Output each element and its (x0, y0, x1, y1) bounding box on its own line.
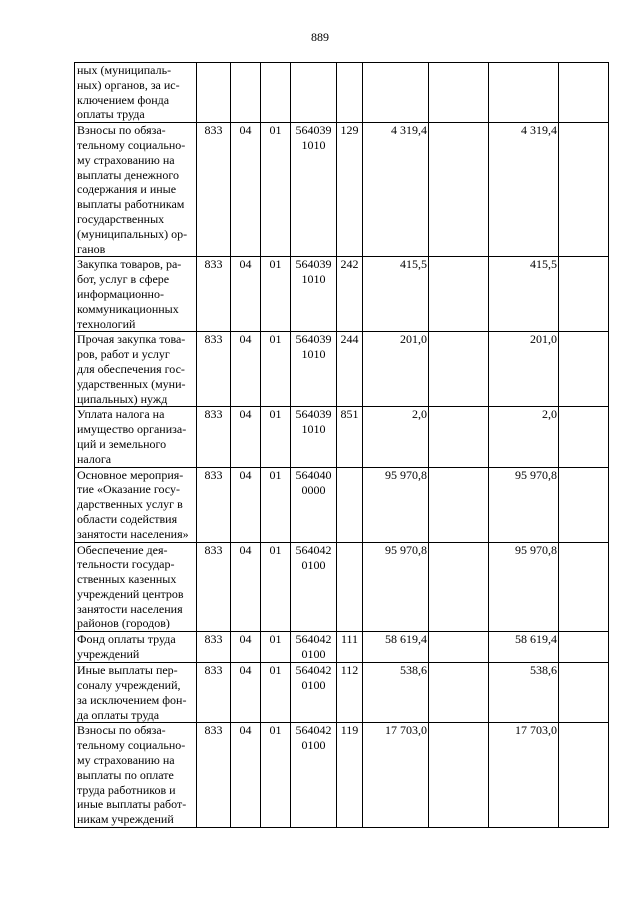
blank-cell (559, 407, 609, 467)
section-code-cell: 04 (231, 332, 261, 407)
section-code-cell (231, 63, 261, 123)
amount-cell: 95 970,8 (363, 467, 429, 542)
item-name-cell: Фонд оплаты труда учреждений (75, 632, 197, 663)
target-article-cell: 564039 1010 (291, 123, 337, 257)
section-code-cell: 04 (231, 663, 261, 723)
amount-total-cell: 538,6 (489, 663, 559, 723)
item-name-cell: ных (муниципаль- ных) органов, за ис- ключением фонда оплаты труда (75, 63, 197, 123)
subsection-code-cell: 01 (261, 123, 291, 257)
amount-total-cell: 95 970,8 (489, 467, 559, 542)
ved-code-cell: 833 (197, 663, 231, 723)
blank-cell (429, 542, 489, 632)
table-row (75, 663, 609, 723)
blank-cell (559, 663, 609, 723)
section-code-cell: 04 (231, 467, 261, 542)
blank-cell (559, 257, 609, 332)
amount-total-cell: 415,5 (489, 257, 559, 332)
table-row (75, 257, 609, 332)
section-code-cell: 04 (231, 542, 261, 632)
budget-table (74, 62, 609, 828)
table-row (75, 407, 609, 467)
target-article-cell: 564039 1010 (291, 407, 337, 467)
amount-total-cell: 4 319,4 (489, 123, 559, 257)
target-article-cell: 564042 0100 (291, 723, 337, 828)
ved-code-cell: 833 (197, 723, 231, 828)
ved-code-cell: 833 (197, 542, 231, 632)
target-article-cell: 564039 1010 (291, 332, 337, 407)
amount-cell: 17 703,0 (363, 723, 429, 828)
amount-total-cell (489, 63, 559, 123)
blank-cell (429, 407, 489, 467)
subsection-code-cell: 01 (261, 542, 291, 632)
item-name-cell: Обеспечение дея- тельности государ- ственных казенных учреждений центров занятости населения районов (городов) (75, 542, 197, 632)
section-code-cell: 04 (231, 407, 261, 467)
subsection-code-cell: 01 (261, 407, 291, 467)
expense-type-cell: 851 (337, 407, 363, 467)
amount-cell (363, 63, 429, 123)
amount-total-cell: 95 970,8 (489, 542, 559, 632)
subsection-code-cell: 01 (261, 663, 291, 723)
expense-type-cell: 129 (337, 123, 363, 257)
section-code-cell: 04 (231, 723, 261, 828)
blank-cell (559, 542, 609, 632)
table-body (75, 63, 609, 828)
expense-type-cell: 112 (337, 663, 363, 723)
target-article-cell: 564042 0100 (291, 632, 337, 663)
amount-cell: 4 319,4 (363, 123, 429, 257)
table-row (75, 123, 609, 257)
subsection-code-cell: 01 (261, 723, 291, 828)
blank-cell (429, 467, 489, 542)
section-code-cell: 04 (231, 257, 261, 332)
table-row (75, 63, 609, 123)
blank-cell (429, 663, 489, 723)
amount-cell: 538,6 (363, 663, 429, 723)
blank-cell (559, 63, 609, 123)
subsection-code-cell: 01 (261, 257, 291, 332)
item-name-cell: Основное мероприя- тие «Оказание госу- дарственных услуг в области содействия занятости населения» (75, 467, 197, 542)
expense-type-cell: 242 (337, 257, 363, 332)
amount-cell: 95 970,8 (363, 542, 429, 632)
blank-cell (429, 123, 489, 257)
blank-cell (429, 332, 489, 407)
ved-code-cell: 833 (197, 257, 231, 332)
amount-total-cell: 2,0 (489, 407, 559, 467)
subsection-code-cell (261, 63, 291, 123)
table-row (75, 332, 609, 407)
blank-cell (559, 723, 609, 828)
ved-code-cell: 833 (197, 467, 231, 542)
amount-cell: 58 619,4 (363, 632, 429, 663)
expense-type-cell: 119 (337, 723, 363, 828)
table-row (75, 542, 609, 632)
item-name-cell: Уплата налога на имущество организа- ций и земельного налога (75, 407, 197, 467)
table-row (75, 632, 609, 663)
amount-cell: 2,0 (363, 407, 429, 467)
expense-type-cell (337, 467, 363, 542)
ved-code-cell: 833 (197, 407, 231, 467)
page-number: 889 (311, 30, 329, 44)
ved-code-cell: 833 (197, 123, 231, 257)
amount-cell: 201,0 (363, 332, 429, 407)
target-article-cell: 564042 0100 (291, 663, 337, 723)
amount-total-cell: 201,0 (489, 332, 559, 407)
ved-code-cell (197, 63, 231, 123)
section-code-cell: 04 (231, 123, 261, 257)
expense-type-cell (337, 542, 363, 632)
blank-cell (429, 723, 489, 828)
amount-cell: 415,5 (363, 257, 429, 332)
ved-code-cell: 833 (197, 332, 231, 407)
target-article-cell: 564042 0100 (291, 542, 337, 632)
table-row (75, 467, 609, 542)
subsection-code-cell: 01 (261, 467, 291, 542)
section-code-cell: 04 (231, 632, 261, 663)
blank-cell (559, 123, 609, 257)
blank-cell (559, 332, 609, 407)
blank-cell (429, 632, 489, 663)
amount-total-cell: 17 703,0 (489, 723, 559, 828)
blank-cell (429, 257, 489, 332)
item-name-cell: Взносы по обяза- тельному социально- му страхованию на выплаты денежного содержания и иные выплаты работникам государственных (муниципальных) ор- ганов (75, 123, 197, 257)
subsection-code-cell: 01 (261, 332, 291, 407)
expense-type-cell (337, 63, 363, 123)
item-name-cell: Иные выплаты пер- соналу учреждений, за исключением фон- да оплаты труда (75, 663, 197, 723)
target-article-cell: 564040 0000 (291, 467, 337, 542)
blank-cell (559, 467, 609, 542)
subsection-code-cell: 01 (261, 632, 291, 663)
item-name-cell: Закупка товаров, ра- бот, услуг в сфере информационно- коммуникационных технологий (75, 257, 197, 332)
blank-cell (429, 63, 489, 123)
ved-code-cell: 833 (197, 632, 231, 663)
blank-cell (559, 632, 609, 663)
target-article-cell: 564039 1010 (291, 257, 337, 332)
amount-total-cell: 58 619,4 (489, 632, 559, 663)
target-article-cell (291, 63, 337, 123)
expense-type-cell: 111 (337, 632, 363, 663)
item-name-cell: Взносы по обяза- тельному социально- му страхованию на выплаты по оплате труда работников и иные выплаты работ- никам учреждений (75, 723, 197, 828)
table-row (75, 723, 609, 828)
expense-type-cell: 244 (337, 332, 363, 407)
item-name-cell: Прочая закупка това- ров, работ и услуг для обеспечения гос- ударственных (муни- ципальных) нужд (75, 332, 197, 407)
